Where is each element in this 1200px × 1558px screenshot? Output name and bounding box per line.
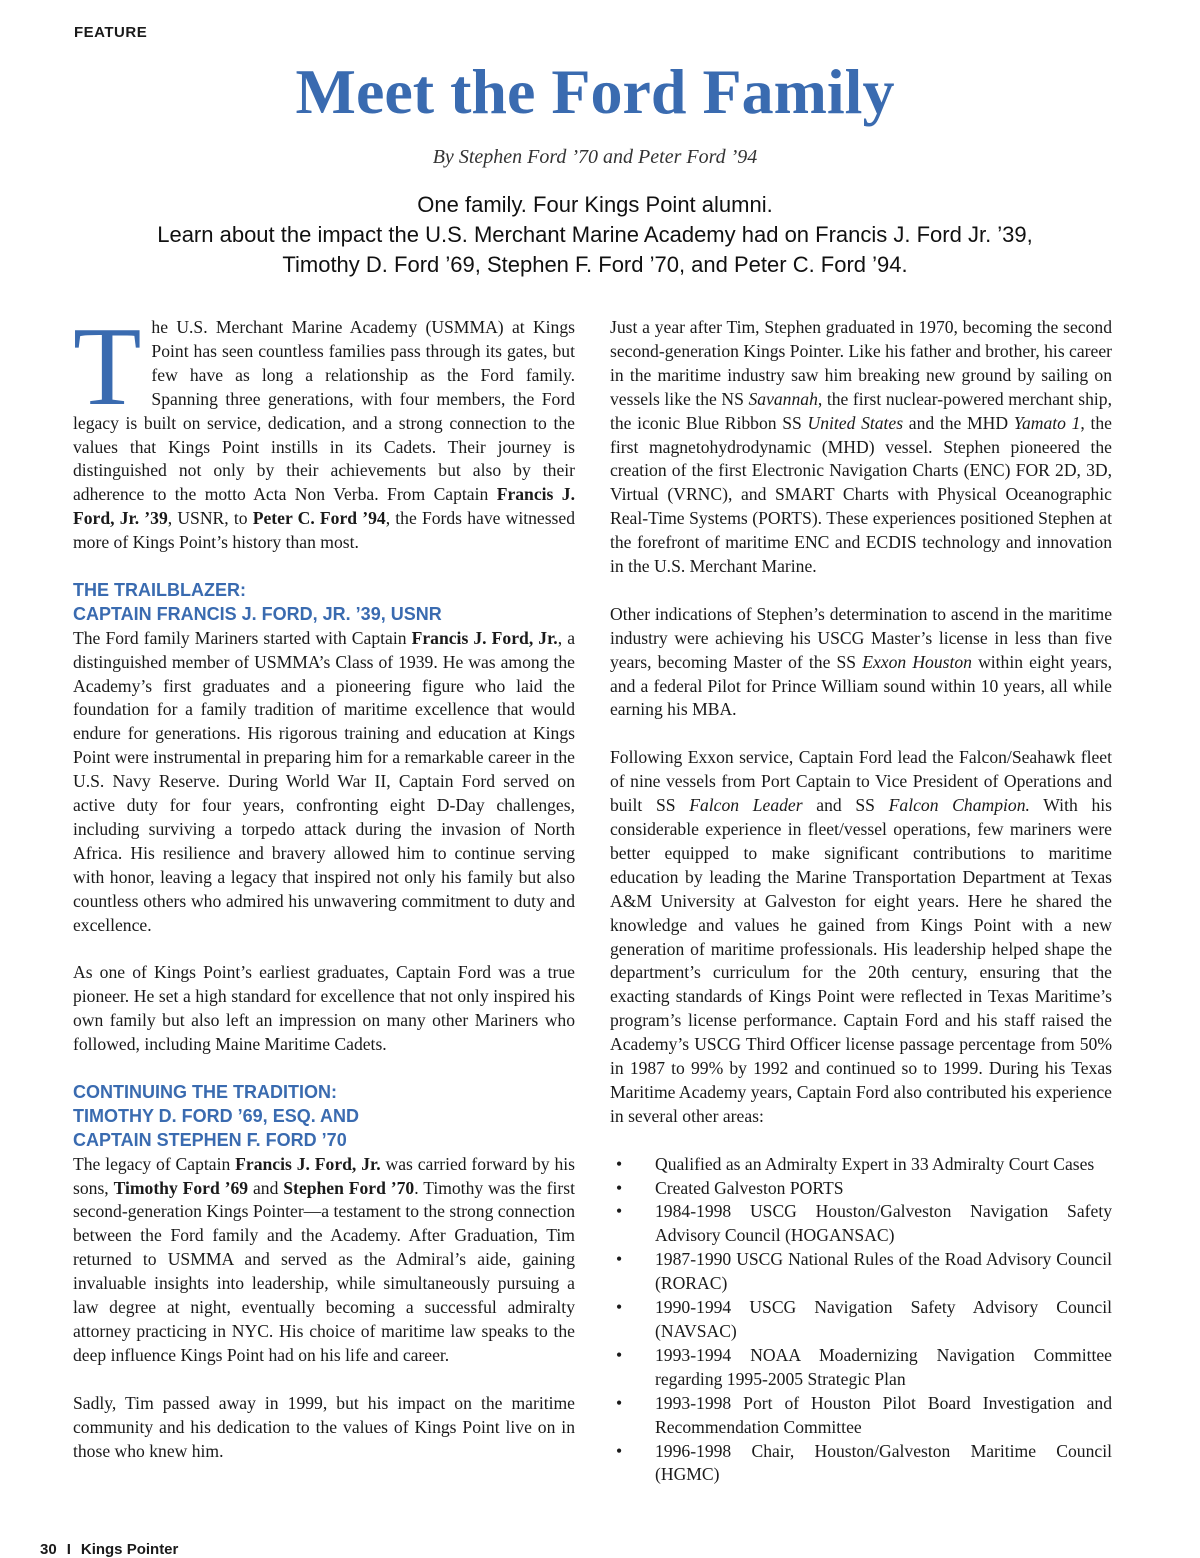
stephen-paragraph-2: Other indications of Stephen’s determination to ascend in the maritime industry were achieving his USCG Master’s license in less than five years, becoming Master of the SS Exxon Houston within eight years, and a federal Pilot for Prince William sound within 10 years, all while earning his MBA. <box>610 603 1112 720</box>
list-item: • Qualified as an Admiralty Expert in 33 Admiralty Court Cases <box>610 1153 1112 1177</box>
trailblazer-heading: THE TRAILBLAZER: CAPTAIN FRANCIS J. FORD, JR. ’39, USNR <box>73 579 442 624</box>
tradition-paragraph-1: The legacy of Captain Francis J. Ford, Jr. was carried forward by his sons, Timothy Ford ’69 and Stephen Ford ’70. Timothy was the first second-generation Kings Pointer—a testament to the strong connection between the Ford family and the Academy. After Graduation, Tim returned to USMMA and served as the Admiral’s aide, gaining invaluable insights into leadership, while simultaneously pursuing a law degree at night, eventually becoming a successful admiralty attorney practicing in NYC. His choice of maritime law speaks to the deep influence Kings Point had on his life and career. <box>73 1153 576 1365</box>
list-item: • 1996-1998 Chair, Houston/Galveston Maritime Council (HGMC) <box>616 1440 1112 1485</box>
left-column <box>73 305 576 1487</box>
list-item: • 1990-1994 USCG Navigation Safety Advisory Council (NAVSAC) <box>616 1297 1112 1342</box>
bullet-icon: • <box>616 1177 623 1198</box>
trailblazer-paragraph-1: The Ford family Mariners started with Captain Francis J. Ford, Jr., a distinguished member of USMMA’s Class of 1939. He was among the Academy’s first graduates and a pioneering figure who laid the foundation for a family tradition of maritime excellence that would endure for generations. His rigorous training and education at Kings Point were instrumental in preparing him for a remarkable career in the U.S. Navy Reserve. During World War II, Captain Ford served on active duty for four years, confronting eight D-Day challenges, including surviving a torpedo attack during the invasion of North Africa. His resilience and bravery allowed him to continue serving with honor, leaving a legacy that inspired not only his family but also countless others who admired his unwavering commitment to duty and excellence. <box>73 627 576 935</box>
right-column <box>610 316 1112 1487</box>
stephen-paragraph-1: Just a year after Tim, Stephen graduated in 1970, becoming the second second-generation Kings Pointer. Like his father and brother, his career in the maritime industry saw him breaking new ground by sailing on vessels like the NS Savannah, the first nuclear-powered merchant ship, the iconic Blue Ribbon SS United States and the MHD Yamato 1, the first magnetohydrodynamic (MHD) vessel. Stephen pioneered the creation of the first Electronic Navigation Charts (ENC) FOR 2D, 3D, Virtual (VRNC), and SMART Charts with Physical Oceanographic Real-Time Systems (PORTS). These experiences positioned Stephen at the forefront of maritime ENC and ECDIS technology and innovation in the U.S. Merchant Marine. <box>610 317 1113 577</box>
section-label: FEATURE <box>74 24 148 41</box>
bullet-icon: • <box>616 1153 623 1174</box>
bullet-icon: • <box>616 1297 623 1318</box>
bullet-icon: • <box>616 1440 623 1461</box>
tradition-paragraph-2: Sadly, Tim passed away in 1999, but his impact on the maritime community and his dedication to the values of Kings Point live on in those who knew him. <box>73 1392 575 1461</box>
drop-cap: T <box>73 305 142 429</box>
trailblazer-paragraph-2: As one of Kings Point’s earliest graduates, Captain Ford was a true pioneer. He set a high standard for excellence that not only inspired his own family but also left an impression on many other Mariners who followed, including Maine Maritime Cadets. <box>73 962 575 1055</box>
list-item: • 1993-1994 NOAA Moadernizing Navigation Committee regarding 1995-2005 Strategic Plan <box>616 1344 1112 1389</box>
footer-separator: I <box>66 1541 71 1558</box>
list-item: • Created Galveston PORTS <box>610 1177 1112 1201</box>
deck-line-2: Learn about the impact the U.S. Merchant Marine Academy had on Francis J. Ford Jr. ’39, <box>157 222 1033 247</box>
bullet-icon: • <box>616 1201 623 1222</box>
list-item: • 1993-1998 Port of Houston Pilot Board Investigation and Recommendation Committee <box>616 1392 1112 1437</box>
deck-line-3: Timothy D. Ford ’69, Stephen F. Ford ’70, and Peter C. Ford ’94. <box>282 252 908 277</box>
page-number: 30 <box>40 1541 57 1558</box>
bullet-icon: • <box>616 1249 623 1270</box>
bullet-icon: • <box>616 1392 623 1413</box>
stephen-paragraph-3: Following Exxon service, Captain Ford lead the Falcon/Seahawk fleet of nine vessels from Port Captain to Vice President of Operations and built SS Falcon Leader and SS Falcon Champion. With his considerable experience in fleet/vessel operations, few mariners were better equipped to make significant contributions to maritime education by leading the Marine Transportation Department at Texas A&M University at Galveston for eight years. Here he shared the knowledge and values he gained from Kings Point with a new generation of maritime professionals. His leadership helped shape the department’s curriculum for the 20th century, ensuring that the exacting standards of Kings Point were reflected in Texas Maritime’s program’s license performance. Captain Ford and his staff raised the Academy’s USCG Third Officer license passage percentage from 50% in 1987 to 99% by 1992 and continued so to 1999. During his Texas Maritime Academy years, Captain Ford also contributed his experience in several other areas: <box>610 747 1112 1126</box>
byline: By Stephen Ford ’70 and Peter Ford ’94 <box>432 146 758 168</box>
bullet-icon: • <box>616 1344 623 1365</box>
article-title: Meet the Ford Family <box>295 56 895 127</box>
list-item: • 1984-1998 USCG Houston/Galveston Navigation Safety Advisory Council (HOGANSAC) <box>616 1201 1112 1246</box>
contributions-list <box>610 1153 1112 1488</box>
list-item: • 1987-1990 USCG National Rules of the Road Advisory Council (RORAC) <box>616 1249 1112 1294</box>
tradition-heading: CONTINUING THE TRADITION: TIMOTHY D. FORD ’69, ESQ. AND CAPTAIN STEPHEN F. FORD ’70 <box>73 1081 360 1150</box>
intro-paragraph: The U.S. Merchant Marine Academy (USMMA) at Kings Point has seen countless families pass through its gates, but few have as long a relationship as the Ford family. Spanning three generations, with four members, the Ford legacy is built on service, dedication, and a strong connection to the values that Kings Point instills in its Cadets. Their journey is distinguished not only by their achievements but also by their adherence to the motto Acta Non Verba. From Captain Francis J. Ford, Jr. ’39, USNR, to Peter C. Ford ’94, the Fords have witnessed more of Kings Point’s history than most. <box>73 305 575 553</box>
article-deck <box>90 190 1100 280</box>
publication-name: Kings Pointer <box>80 1541 179 1558</box>
deck-line-1: One family. Four Kings Point alumni. <box>417 192 773 217</box>
page-footer <box>40 1541 178 1558</box>
